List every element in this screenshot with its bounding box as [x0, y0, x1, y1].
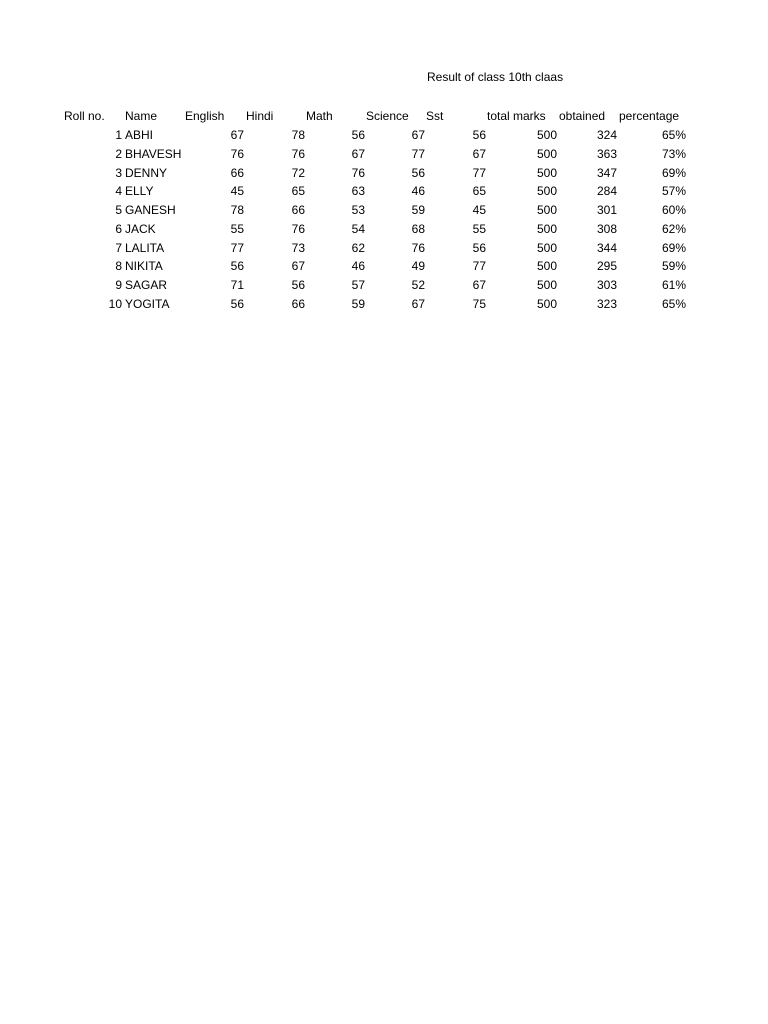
cell-percentage: 65%: [661, 296, 686, 311]
cell-english: 71: [230, 278, 244, 292]
cell-name: DENNY: [125, 165, 168, 180]
cell-science: 59: [411, 203, 425, 217]
header-roll: Roll no.: [64, 109, 105, 123]
cell-math: 54: [351, 221, 365, 236]
header-english: English: [185, 109, 225, 123]
cell-hindi: 76: [291, 146, 305, 161]
cell-total-marks: 500: [536, 128, 557, 142]
cell-percentage: 59%: [661, 259, 686, 274]
cell-percentage: 62%: [661, 221, 686, 236]
header-hindi: Hindi: [246, 109, 274, 123]
cell-sst: 56: [472, 128, 486, 142]
cell-english: 78: [230, 203, 244, 217]
cell-obtained: 363: [596, 146, 617, 161]
cell-roll: 2: [115, 146, 122, 161]
cell-sst: 77: [472, 259, 486, 274]
cell-math: 67: [351, 146, 365, 161]
cell-english: 77: [230, 240, 244, 255]
sheet-title: Result of class 10th claas: [427, 70, 564, 84]
cell-percentage: 69%: [661, 165, 686, 180]
cell-hindi: 76: [291, 221, 305, 236]
cell-math: 76: [351, 165, 365, 180]
cell-sst: 67: [472, 146, 486, 161]
cell-name: GANESH: [125, 203, 176, 217]
cell-hindi: 73: [291, 240, 305, 255]
cell-percentage: 65%: [661, 128, 686, 142]
cell-obtained: 303: [596, 278, 617, 292]
header-science: Science: [366, 109, 409, 123]
table-row: [0, 201, 768, 220]
header-name: Name: [125, 109, 158, 123]
table-row: [0, 276, 768, 295]
cell-name: LALITA: [125, 240, 165, 255]
header-total-marks: total marks: [487, 109, 546, 123]
cell-name: YOGITA: [125, 296, 170, 311]
cell-total-marks: 500: [536, 240, 557, 255]
cell-hindi: 65: [291, 184, 305, 199]
cell-science: 67: [411, 128, 425, 142]
cell-name: SAGAR: [125, 278, 168, 292]
cell-obtained: 308: [596, 221, 617, 236]
cell-roll: 6: [115, 221, 122, 236]
cell-roll: 5: [115, 203, 122, 217]
cell-science: 46: [411, 184, 425, 199]
cell-obtained: 347: [596, 165, 617, 180]
cell-english: 66: [230, 165, 244, 180]
cell-science: 56: [411, 165, 425, 180]
table-row: [0, 182, 768, 201]
cell-sst: 55: [472, 221, 486, 236]
table-row: [0, 239, 768, 258]
header-row: [0, 107, 768, 126]
cell-science: 67: [411, 296, 425, 311]
cell-sst: 75: [472, 296, 486, 311]
header-percentage: percentage: [619, 109, 680, 123]
cell-total-marks: 500: [536, 203, 557, 217]
cell-science: 77: [411, 146, 425, 161]
cell-math: 57: [351, 278, 365, 292]
cell-total-marks: 500: [536, 278, 557, 292]
table-row: [0, 164, 768, 183]
cell-percentage: 61%: [661, 278, 686, 292]
cell-obtained: 301: [596, 203, 617, 217]
cell-sst: 77: [472, 165, 486, 180]
cell-science: 68: [411, 221, 425, 236]
cell-roll: 9: [115, 278, 122, 292]
cell-roll: 8: [115, 259, 122, 274]
cell-percentage: 60%: [661, 203, 686, 217]
cell-sst: 67: [472, 278, 486, 292]
cell-total-marks: 500: [536, 221, 557, 236]
cell-science: 52: [411, 278, 425, 292]
cell-name: ELLY: [125, 184, 154, 199]
cell-hindi: 78: [291, 128, 305, 142]
cell-math: 63: [351, 184, 365, 199]
cell-roll: 3: [115, 165, 122, 180]
cell-hindi: 56: [291, 278, 305, 292]
cell-math: 62: [351, 240, 365, 255]
table-row: [0, 126, 768, 145]
cell-obtained: 284: [596, 184, 617, 199]
cell-english: 55: [230, 221, 244, 236]
cell-math: 53: [351, 203, 365, 217]
cell-sst: 65: [472, 184, 486, 199]
cell-hindi: 67: [291, 259, 305, 274]
cell-roll: 7: [115, 240, 122, 255]
table-row: [0, 257, 768, 276]
cell-sst: 45: [472, 203, 486, 217]
cell-total-marks: 500: [536, 165, 557, 180]
cell-obtained: 295: [596, 259, 617, 274]
cell-percentage: 57%: [661, 184, 686, 199]
cell-obtained: 344: [596, 240, 617, 255]
cell-roll: 1: [115, 128, 122, 142]
cell-name: NIKITA: [125, 259, 163, 274]
header-sst: Sst: [426, 109, 444, 123]
cell-total-marks: 500: [536, 259, 557, 274]
cell-name: ABHI: [125, 128, 154, 142]
cell-percentage: 73%: [661, 146, 686, 161]
cell-sst: 56: [472, 240, 486, 255]
cell-name: BHAVESH: [125, 146, 182, 161]
header-obtained: obtained: [559, 109, 606, 123]
cell-math: 56: [351, 128, 365, 142]
cell-hindi: 66: [291, 296, 305, 311]
table-row: [0, 295, 768, 314]
cell-english: 67: [230, 128, 244, 142]
cell-total-marks: 500: [536, 184, 557, 199]
cell-name: JACK: [125, 221, 156, 236]
cell-science: 49: [411, 259, 425, 274]
cell-english: 56: [230, 296, 244, 311]
cell-hindi: 66: [291, 203, 305, 217]
header-math: Math: [306, 109, 333, 123]
cell-total-marks: 500: [536, 146, 557, 161]
cell-roll: 10: [108, 296, 122, 311]
cell-english: 45: [230, 184, 244, 199]
cell-roll: 4: [115, 184, 122, 199]
cell-english: 76: [230, 146, 244, 161]
cell-hindi: 72: [291, 165, 305, 180]
cell-english: 56: [230, 259, 244, 274]
cell-math: 59: [351, 296, 365, 311]
cell-percentage: 69%: [661, 240, 686, 255]
cell-obtained: 324: [596, 128, 617, 142]
cell-total-marks: 500: [536, 296, 557, 311]
table-row: [0, 220, 768, 239]
cell-math: 46: [351, 259, 365, 274]
cell-obtained: 323: [596, 296, 617, 311]
table-row: [0, 145, 768, 164]
cell-science: 76: [411, 240, 425, 255]
